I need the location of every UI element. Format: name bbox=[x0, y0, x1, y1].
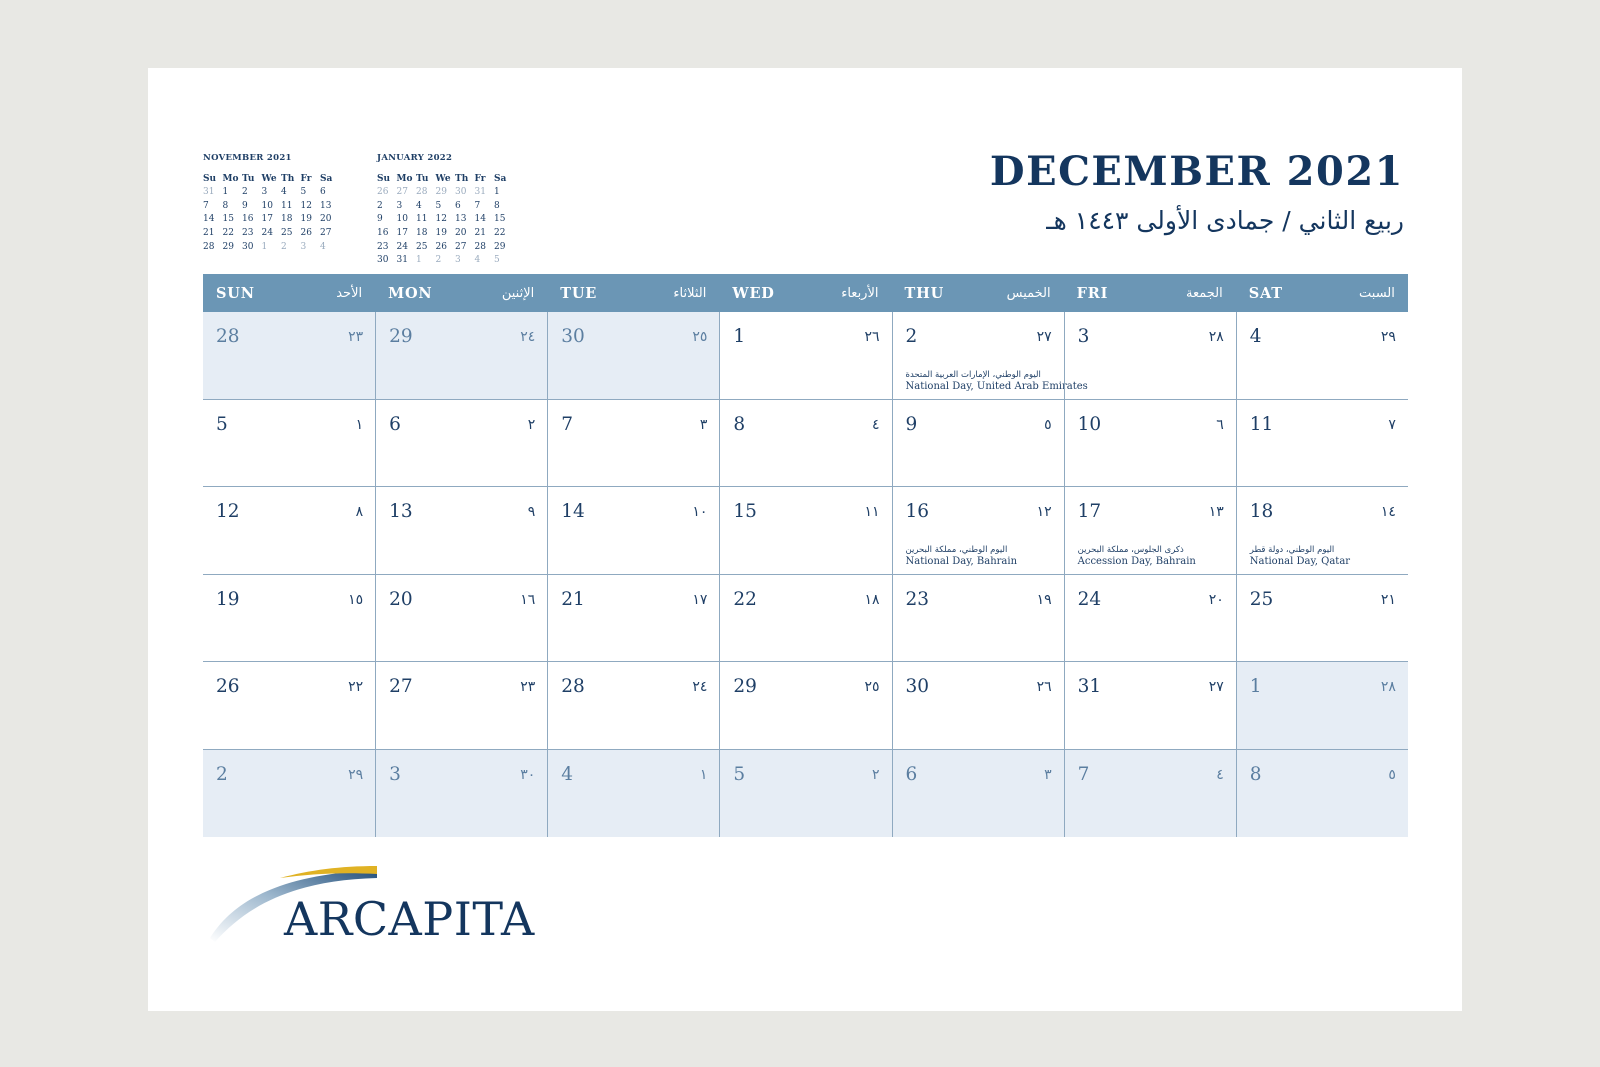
weekday-thu bbox=[892, 274, 1064, 312]
gregorian-date: 4 bbox=[1249, 326, 1262, 347]
mini-weekday-label: We bbox=[261, 173, 277, 184]
mini-week-row bbox=[203, 227, 340, 241]
weekday-label-en: THU bbox=[904, 284, 945, 302]
mini-day: 12 bbox=[435, 214, 447, 225]
gregorian-date: 14 bbox=[561, 501, 585, 522]
hijri-date: ١٣ bbox=[1208, 504, 1224, 520]
hijri-date: ٢٢ bbox=[348, 679, 364, 695]
weeks-container bbox=[203, 312, 1408, 837]
day-cell[interactable] bbox=[719, 487, 891, 574]
mini-day: 4 bbox=[281, 187, 287, 198]
hijri-date: ٩ bbox=[527, 504, 536, 520]
week-row bbox=[203, 575, 1408, 663]
hijri-date: ١ bbox=[355, 416, 364, 433]
day-cell[interactable] bbox=[1064, 575, 1236, 662]
holiday-label-en: National Day, United Arab Emirates bbox=[905, 380, 1088, 392]
day-cell[interactable] bbox=[203, 750, 375, 838]
hijri-date: ٦ bbox=[1216, 416, 1224, 433]
mini-week-row bbox=[377, 186, 514, 200]
hijri-date: ١٥ bbox=[348, 591, 364, 608]
hijri-date: ٢٣ bbox=[348, 329, 364, 345]
gregorian-date: 11 bbox=[1249, 413, 1274, 435]
gregorian-date: 19 bbox=[216, 588, 240, 610]
mini-day: 22 bbox=[494, 227, 506, 238]
mini-day: 24 bbox=[261, 227, 273, 238]
day-cell[interactable] bbox=[892, 312, 1088, 399]
gregorian-date: 15 bbox=[733, 501, 757, 522]
day-cell[interactable] bbox=[1236, 662, 1408, 749]
week-row bbox=[203, 487, 1408, 575]
mini-day: 16 bbox=[242, 214, 254, 225]
mini-day: 3 bbox=[300, 241, 307, 252]
day-cell[interactable] bbox=[719, 400, 891, 487]
mini-day: 2 bbox=[435, 255, 442, 266]
mini-week-row bbox=[377, 241, 514, 255]
day-cell[interactable] bbox=[1064, 662, 1236, 749]
hijri-date: ٢٧ bbox=[1036, 329, 1052, 345]
mini-day: 8 bbox=[494, 200, 500, 211]
mini-day: 7 bbox=[474, 200, 481, 211]
weekday-mon bbox=[375, 274, 547, 312]
hijri-date: ٢١ bbox=[1380, 591, 1396, 608]
mini-day: 20 bbox=[320, 214, 332, 225]
gregorian-date: 4 bbox=[561, 763, 574, 785]
gregorian-date: 28 bbox=[561, 676, 585, 697]
gregorian-date: 3 bbox=[389, 763, 401, 785]
mini-day: 23 bbox=[377, 241, 389, 252]
gregorian-date: 27 bbox=[389, 676, 413, 697]
day-cell[interactable] bbox=[203, 312, 375, 399]
mini-day: 16 bbox=[377, 227, 389, 238]
day-cell[interactable] bbox=[203, 662, 375, 749]
gregorian-date: 18 bbox=[1249, 501, 1274, 522]
day-cell[interactable] bbox=[547, 750, 719, 838]
weekday-sun bbox=[203, 274, 375, 312]
mini-day: 21 bbox=[474, 227, 486, 238]
gregorian-date: 24 bbox=[1077, 588, 1102, 610]
day-cell[interactable] bbox=[203, 575, 375, 662]
hijri-date: ١٧ bbox=[692, 591, 708, 608]
day-cell[interactable] bbox=[892, 750, 1064, 838]
day-cell[interactable] bbox=[719, 750, 891, 838]
mini-weekday-label: Th bbox=[455, 173, 469, 184]
mini-day: 2 bbox=[281, 241, 287, 252]
hijri-date: ١٨ bbox=[864, 591, 880, 608]
mini-day: 26 bbox=[435, 241, 447, 252]
hijri-date: ٥ bbox=[1044, 416, 1052, 433]
gregorian-date: 30 bbox=[561, 326, 585, 347]
weekday-label-ar: الأربعاء bbox=[841, 285, 879, 301]
day-cell[interactable] bbox=[203, 400, 375, 487]
weekday-label-en: MON bbox=[388, 284, 433, 302]
hijri-date: ١٤ bbox=[1380, 504, 1396, 520]
hijri-date: ٢٥ bbox=[692, 329, 708, 345]
hijri-date: ٢٠ bbox=[1208, 591, 1224, 608]
mini-weekday-label: Su bbox=[377, 173, 391, 184]
hijri-date: ٢٦ bbox=[864, 329, 880, 345]
mini-weekday-label: Mo bbox=[396, 173, 413, 184]
gregorian-date: 9 bbox=[905, 413, 918, 435]
mini-day: 6 bbox=[455, 200, 461, 211]
weekday-sat bbox=[1236, 274, 1408, 312]
mini-day: 21 bbox=[203, 227, 215, 238]
gregorian-date: 31 bbox=[1077, 676, 1102, 697]
gregorian-date: 8 bbox=[1249, 763, 1262, 785]
mini-day: 7 bbox=[203, 200, 209, 211]
gregorian-date: 8 bbox=[733, 413, 746, 435]
day-cell[interactable] bbox=[719, 312, 891, 399]
hijri-date: ١١ bbox=[864, 504, 880, 520]
holiday-event bbox=[1078, 544, 1196, 568]
day-cell[interactable] bbox=[1236, 312, 1408, 399]
holiday-label-en: National Day, Qatar bbox=[1249, 555, 1351, 567]
hijri-date: ٨ bbox=[355, 504, 364, 520]
gregorian-date: 23 bbox=[905, 588, 930, 610]
mini-day: 13 bbox=[455, 214, 467, 225]
mini-day: 31 bbox=[474, 187, 486, 198]
day-cell[interactable] bbox=[203, 487, 375, 574]
gregorian-date: 16 bbox=[905, 501, 930, 522]
holiday-label-ar: ذكرى الجلوس، مملكة البحرين bbox=[1077, 544, 1184, 555]
mini-day: 11 bbox=[416, 214, 428, 225]
day-cell[interactable] bbox=[1236, 750, 1408, 838]
mini-day: 19 bbox=[300, 214, 312, 225]
calendar-page bbox=[148, 68, 1462, 1011]
mini-day: 10 bbox=[396, 214, 408, 225]
holiday-label-en: National Day, Bahrain bbox=[905, 555, 1018, 567]
gregorian-date: 29 bbox=[733, 676, 757, 697]
mini-day: 18 bbox=[281, 214, 293, 225]
mini-week-row bbox=[203, 186, 340, 200]
mini-weekday-label: Tu bbox=[416, 173, 429, 184]
weekday-label-ar: الإثنين bbox=[501, 285, 535, 301]
gregorian-date: 10 bbox=[1077, 413, 1102, 435]
mini-weekday-label: Mo bbox=[222, 173, 239, 184]
weekday-label-ar: السبت bbox=[1359, 285, 1395, 301]
mini-day: 4 bbox=[320, 241, 326, 252]
day-cell[interactable] bbox=[1064, 312, 1236, 399]
mini-day: 4 bbox=[474, 255, 481, 266]
mini-day: 17 bbox=[396, 227, 408, 238]
day-cell[interactable] bbox=[375, 575, 547, 662]
week-row bbox=[203, 662, 1408, 750]
day-cell[interactable] bbox=[375, 662, 547, 749]
mini-day: 5 bbox=[300, 187, 307, 198]
mini-day: 28 bbox=[416, 187, 428, 198]
weekday-header bbox=[203, 274, 1408, 312]
mini-day: 12 bbox=[300, 200, 312, 211]
gregorian-date: 6 bbox=[905, 763, 918, 785]
gregorian-date: 2 bbox=[216, 763, 228, 785]
mini-calendar-january bbox=[377, 152, 514, 268]
weekday-tue bbox=[547, 274, 719, 312]
mini-calendar-title: JANUARY 2022 bbox=[377, 153, 453, 163]
mini-day: 2 bbox=[377, 200, 383, 211]
day-cell[interactable] bbox=[1064, 400, 1236, 487]
mini-day: 29 bbox=[222, 241, 234, 252]
weekday-wed bbox=[719, 274, 891, 312]
gregorian-date: 13 bbox=[389, 501, 413, 522]
mini-day: 5 bbox=[494, 255, 500, 266]
gregorian-date: 28 bbox=[216, 326, 240, 347]
mini-day: 25 bbox=[281, 227, 293, 238]
day-cell[interactable] bbox=[375, 312, 547, 399]
holiday-event bbox=[906, 369, 1088, 393]
mini-week-row bbox=[377, 227, 514, 241]
hijri-date: ٥ bbox=[1388, 766, 1396, 783]
mini-day: 18 bbox=[416, 227, 428, 238]
hijri-date: ٤ bbox=[871, 416, 880, 433]
week-row bbox=[203, 750, 1408, 838]
mini-week-row bbox=[377, 254, 514, 268]
mini-weekday-label: Sa bbox=[494, 173, 507, 184]
weekday-label-ar: الثلاثاء bbox=[673, 285, 707, 301]
hijri-date: ٢٦ bbox=[1036, 679, 1052, 695]
mini-day: 31 bbox=[396, 255, 408, 266]
mini-day: 14 bbox=[474, 214, 486, 225]
gregorian-date: 5 bbox=[733, 763, 746, 785]
day-cell[interactable] bbox=[547, 575, 719, 662]
mini-day: 28 bbox=[474, 241, 486, 252]
hijri-date: ٢ bbox=[871, 766, 880, 783]
mini-day: 9 bbox=[242, 200, 248, 211]
mini-calendar-november bbox=[203, 152, 340, 254]
holiday-event bbox=[1250, 544, 1350, 568]
hijri-date: ٢٤ bbox=[520, 329, 536, 345]
mini-day: 3 bbox=[261, 187, 268, 198]
mini-day: 31 bbox=[203, 187, 215, 198]
mini-day: 10 bbox=[261, 200, 273, 211]
week-row bbox=[203, 312, 1408, 400]
mini-weekday-label: Sa bbox=[320, 173, 333, 184]
day-cell[interactable] bbox=[719, 662, 891, 749]
weekday-label-en: SAT bbox=[1248, 284, 1283, 302]
mini-day: 27 bbox=[455, 241, 467, 252]
mini-weekday-label: Fr bbox=[300, 173, 312, 184]
gregorian-date: 5 bbox=[216, 413, 228, 435]
gregorian-date: 25 bbox=[1249, 588, 1274, 610]
mini-day: 27 bbox=[320, 227, 332, 238]
day-cell[interactable] bbox=[1064, 487, 1236, 574]
mini-weekday-label: Su bbox=[203, 173, 217, 184]
weekday-label-en: SUN bbox=[216, 284, 255, 302]
mini-day: 1 bbox=[494, 187, 500, 198]
hijri-date: ٣٠ bbox=[520, 766, 536, 783]
hijri-date: ١٩ bbox=[1036, 591, 1052, 608]
mini-day: 28 bbox=[203, 241, 215, 252]
hijri-date: ٢٣ bbox=[520, 679, 536, 695]
weekday-label-en: TUE bbox=[560, 284, 598, 302]
mini-day: 27 bbox=[396, 187, 408, 198]
mini-day: 20 bbox=[455, 227, 467, 238]
day-cell[interactable] bbox=[892, 575, 1064, 662]
weekday-label-en: FRI bbox=[1076, 284, 1109, 302]
mini-day: 19 bbox=[435, 227, 447, 238]
weekday-fri bbox=[1064, 274, 1236, 312]
mini-day: 15 bbox=[222, 214, 234, 225]
day-cell[interactable] bbox=[719, 575, 891, 662]
day-cell[interactable] bbox=[375, 487, 547, 574]
holiday-label-ar: اليوم الوطني، مملكة البحرين bbox=[905, 544, 1008, 555]
mini-day: 1 bbox=[261, 241, 268, 252]
arcapita-logo bbox=[210, 862, 535, 952]
mini-day: 25 bbox=[416, 241, 428, 252]
hijri-date: ١٠ bbox=[692, 504, 708, 520]
mini-day: 30 bbox=[455, 187, 467, 198]
mini-calendar-title: NOVEMBER 2021 bbox=[203, 153, 292, 163]
mini-day: 1 bbox=[222, 187, 229, 198]
hijri-date: ٧ bbox=[1388, 416, 1396, 433]
hijri-date: ٤ bbox=[1216, 766, 1224, 783]
mini-day: 24 bbox=[396, 241, 408, 252]
gregorian-date: 2 bbox=[905, 326, 918, 347]
mini-week-row bbox=[203, 200, 340, 214]
mini-weekday-label: Tu bbox=[242, 173, 255, 184]
mini-day: 6 bbox=[320, 187, 326, 198]
hijri-date: ٢٨ bbox=[1208, 329, 1224, 345]
mini-day: 29 bbox=[494, 241, 506, 252]
gregorian-date: 26 bbox=[216, 676, 240, 697]
hijri-date: ٢٩ bbox=[1380, 329, 1396, 345]
holiday-label-ar: اليوم الوطني، دولة قطر bbox=[1249, 544, 1335, 555]
gregorian-date: 12 bbox=[216, 501, 240, 522]
mini-day: 26 bbox=[300, 227, 312, 238]
mini-day: 4 bbox=[416, 200, 422, 211]
day-cell[interactable] bbox=[547, 487, 719, 574]
day-cell[interactable] bbox=[547, 312, 719, 399]
weekday-label-ar: الخميس bbox=[1006, 285, 1051, 301]
gregorian-date: 21 bbox=[561, 588, 585, 610]
gregorian-date: 17 bbox=[1077, 501, 1102, 522]
gregorian-date: 7 bbox=[561, 413, 574, 435]
hijri-date: ١٢ bbox=[1036, 504, 1052, 520]
hijri-date: ١٦ bbox=[520, 591, 536, 608]
day-cell[interactable] bbox=[547, 662, 719, 749]
mini-day: 9 bbox=[377, 214, 383, 225]
hijri-date: ٢٩ bbox=[348, 766, 364, 783]
mini-day: 22 bbox=[222, 227, 234, 238]
mini-day: 1 bbox=[416, 255, 422, 266]
gregorian-date: 7 bbox=[1077, 763, 1090, 785]
mini-day: 17 bbox=[261, 214, 273, 225]
mini-day: 30 bbox=[377, 255, 389, 266]
day-cell[interactable] bbox=[547, 400, 719, 487]
day-cell[interactable] bbox=[1236, 487, 1408, 574]
month-grid bbox=[203, 274, 1408, 837]
gregorian-date: 6 bbox=[389, 413, 401, 435]
gregorian-date: 29 bbox=[389, 326, 413, 347]
hijri-date: ٢٥ bbox=[864, 679, 880, 695]
holiday-label-en: Accession Day, Bahrain bbox=[1077, 555, 1196, 567]
mini-day: 23 bbox=[242, 227, 254, 238]
mini-weekday-label: We bbox=[435, 173, 451, 184]
gregorian-date: 3 bbox=[1077, 326, 1090, 347]
gregorian-date: 30 bbox=[905, 676, 930, 697]
day-cell[interactable] bbox=[1236, 575, 1408, 662]
logo-wordmark: ARCAPITA bbox=[284, 892, 535, 946]
day-cell[interactable] bbox=[1064, 750, 1236, 838]
mini-calendar-header bbox=[203, 173, 340, 187]
mini-day: 30 bbox=[242, 241, 254, 252]
holiday-label-ar: اليوم الوطني، الإمارات العربية المتحدة bbox=[905, 369, 1041, 380]
hijri-date: ٢ bbox=[527, 416, 536, 433]
gregorian-date: 22 bbox=[733, 588, 757, 610]
hijri-date: ٣ bbox=[699, 416, 708, 433]
mini-calendar-header bbox=[377, 173, 514, 187]
mini-day: 3 bbox=[396, 200, 403, 211]
mini-week-row bbox=[377, 200, 514, 214]
day-cell[interactable] bbox=[375, 750, 547, 838]
mini-day: 5 bbox=[435, 200, 442, 211]
mini-day: 11 bbox=[281, 200, 293, 211]
mini-day: 14 bbox=[203, 214, 215, 225]
weekday-label-ar: الجمعة bbox=[1186, 285, 1223, 301]
mini-weekday-label: Th bbox=[281, 173, 295, 184]
mini-week-row bbox=[203, 241, 340, 255]
day-cell[interactable] bbox=[375, 400, 547, 487]
day-cell[interactable] bbox=[892, 487, 1064, 574]
mini-weekday-label: Fr bbox=[474, 173, 486, 184]
mini-day: 8 bbox=[222, 200, 229, 211]
day-cell[interactable] bbox=[1236, 400, 1408, 487]
mini-week-row bbox=[377, 213, 514, 227]
day-cell[interactable] bbox=[892, 662, 1064, 749]
gregorian-date: 1 bbox=[733, 326, 746, 347]
week-row bbox=[203, 400, 1408, 488]
hijri-date: ٣ bbox=[1044, 766, 1052, 783]
day-cell[interactable] bbox=[892, 400, 1064, 487]
gregorian-date: 1 bbox=[1249, 676, 1262, 697]
hijri-date: ٢٤ bbox=[692, 679, 708, 695]
hijri-date: ٢٨ bbox=[1380, 679, 1396, 695]
hijri-date: ١ bbox=[699, 766, 708, 783]
mini-week-row bbox=[203, 213, 340, 227]
mini-day: 13 bbox=[320, 200, 332, 211]
weekday-label-en: WED bbox=[732, 284, 775, 302]
mini-day: 15 bbox=[494, 214, 506, 225]
mini-day: 26 bbox=[377, 187, 389, 198]
holiday-event bbox=[906, 544, 1018, 568]
hijri-date: ٢٧ bbox=[1208, 679, 1224, 695]
gregorian-date: 20 bbox=[389, 588, 413, 610]
mini-day: 3 bbox=[455, 255, 461, 266]
hijri-subtitle: ربيع الثاني / جمادى الأولى ١٤٤٣ هـ bbox=[1046, 206, 1404, 235]
mini-day: 2 bbox=[242, 187, 248, 198]
mini-day: 29 bbox=[435, 187, 447, 198]
weekday-label-ar: الأحد bbox=[336, 285, 363, 301]
page-title: DECEMBER 2021 bbox=[989, 148, 1404, 195]
